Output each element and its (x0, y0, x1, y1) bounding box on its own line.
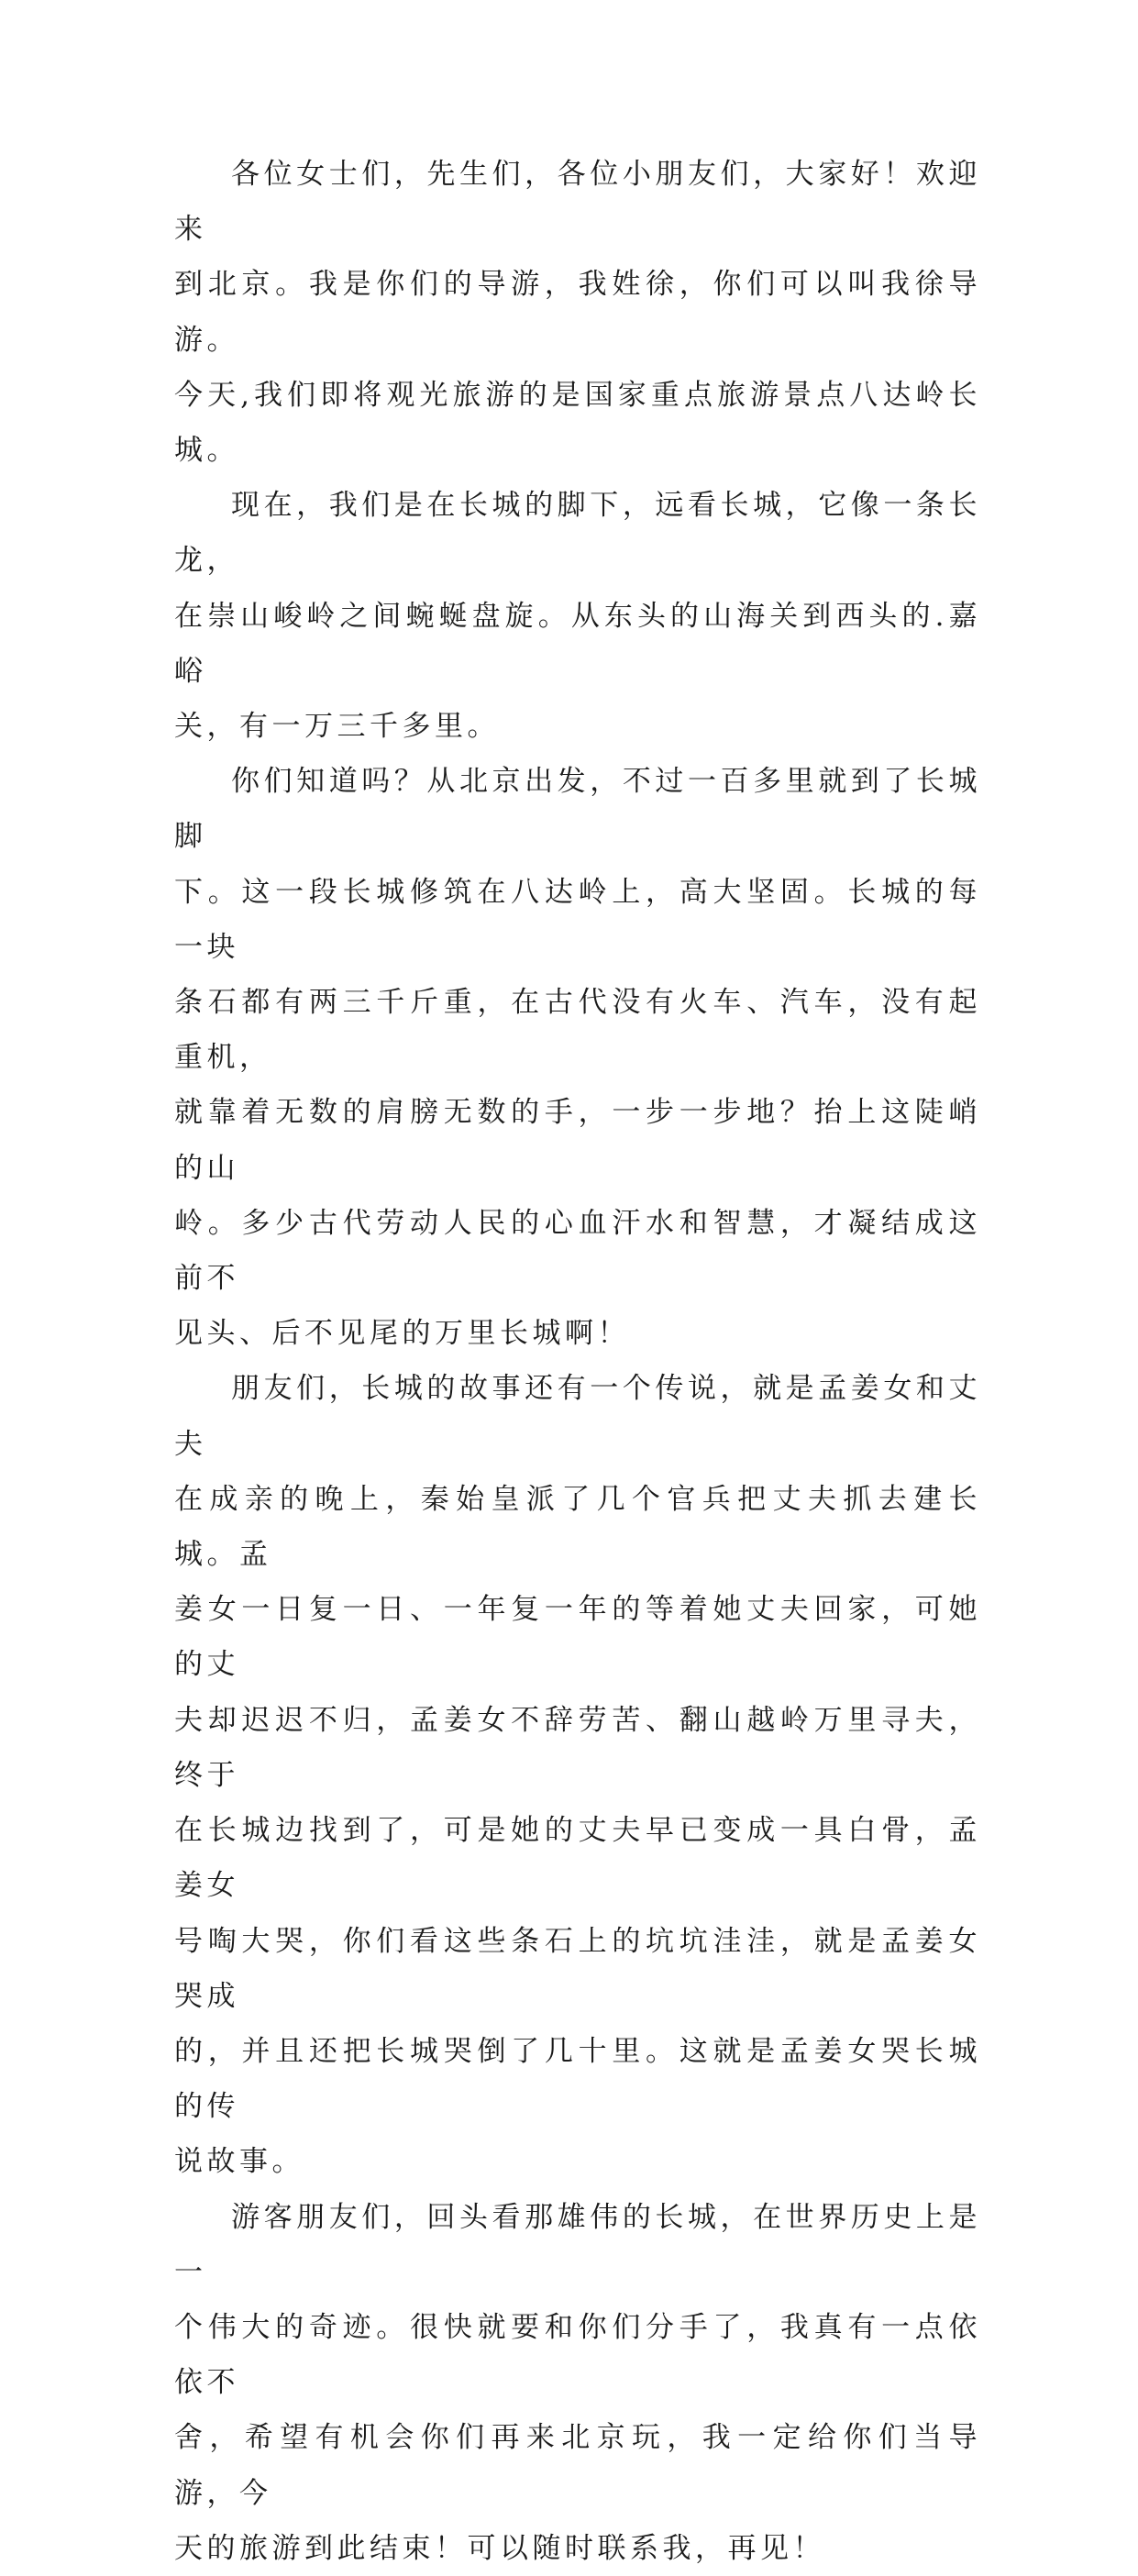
paragraph-farewell: 游客朋友们，回头看那雄伟的长城，在世界历史上是一 个伟大的奇迹。很快就要和你们分手了，我真有一点依依不 舍，希望有机会你们再来北京玩，我一定给你们当导游，今 天的旅游到此结束！可以随时联系我，再见！ (174, 2200, 981, 2565)
paragraph-badaling-construction: 你们知道吗？从北京出发，不过一百多里就到了长城脚 下。这一段长城修筑在八达岭上，高大坚固。长城的每一块 条石都有两三千斤重，在古代没有火车、汽车，没有起重机， 就靠着无数的肩膀无数的手，一步一步地？抬上这陡峭的山 岭。多少古代劳动人民的心血汗水和智慧，才凝结成这前不 见头、后不见尾的万里长城啊！ (174, 765, 981, 1351)
document-body (174, 147, 981, 2576)
paragraph-welcome: 各位女士们，先生们，各位小朋友们，大家好！欢迎来 到北京。我是你们的导游，我姓徐，你们可以叫我徐导游。 今天,我们即将观光旅游的是国家重点旅游景点八达岭长城。 (174, 158, 981, 468)
paragraph-great-wall-view: 现在，我们是在长城的脚下，远看长城，它像一条长龙， 在崇山峻岭之间蜿蜒盘旋。从东头的山海关到西头的.嘉峪 关，有一万三千多里。 (174, 489, 981, 744)
paragraph-meng-jiangnu-legend: 朋友们，长城的故事还有一个传说，就是孟姜女和丈夫 在成亲的晚上，秦始皇派了几个官兵把丈夫抓去建长城。孟 姜女一日复一日、一年复一年的等着她丈夫回家，可她的丈 夫却迟迟不归，孟姜女不辞劳苦、翻山越岭万里寻夫，终于 在长城边找到了，可是她的丈夫早已变成一具白骨，孟姜女 号啕大哭，你们看这些条石上的坑坑洼洼，就是孟姜女哭成 的，并且还把长城哭倒了几十里。这就是孟姜女哭长城的传 说故事。 (174, 1372, 981, 2179)
